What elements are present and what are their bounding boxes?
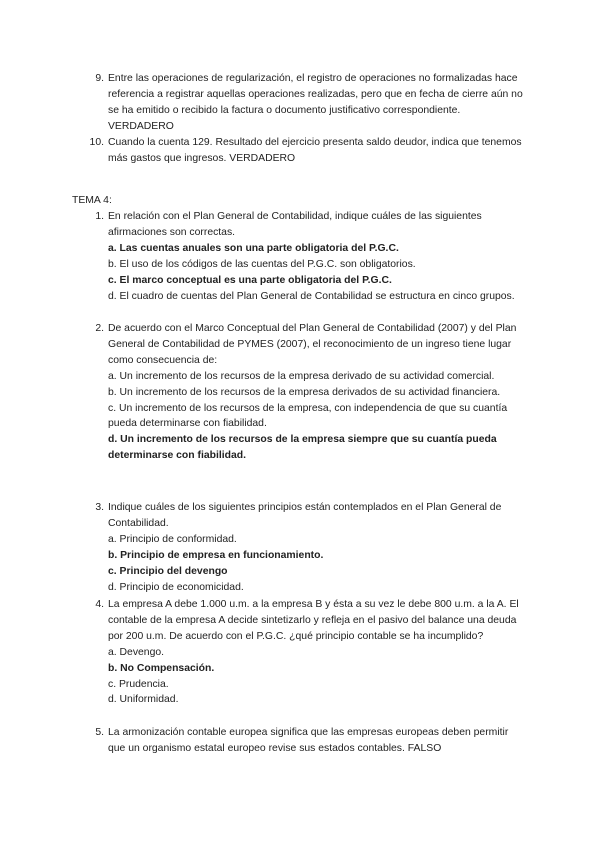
tema4-question-5	[95, 725, 528, 757]
question-text: De acuerdo con el Marco Conceptual del Plan General de Contabilidad (2007) y del Plan General de Contabilidad de PYMES (2007), el reconocimiento de un ingreso tiene lugar como consecuencia de:	[108, 323, 517, 366]
tema4-question-1	[95, 209, 528, 304]
question-text: La empresa A debe 1.000 u.m. a la empresa B y ésta a su vez le debe 800 u.m. a la A. El contable de la empresa A decide sintetizarlo y refleja en el pasivo del balance una deuda por 200 u.m. De acuerdo con el P.G.C. ¿qué principio contable se ha incumplido?	[108, 599, 519, 642]
question-text: Cuando la cuenta 129. Resultado del ejercicio presenta saldo deudor, indica que tenemos más gastos que ingresos. VERDADERO	[108, 137, 522, 164]
question-number: 10.	[89, 137, 104, 148]
question-number: 5.	[95, 727, 104, 738]
answer-c: c. Prudencia.	[108, 678, 169, 690]
answer-b-correct: b. Principio de empresa en funcionamiento.	[108, 549, 324, 561]
answer-b-correct: b. No Compensación.	[108, 662, 215, 674]
tema4-question-2	[95, 321, 528, 464]
answer-a: a. Un incremento de los recursos de la empresa derivado de su actividad comercial.	[108, 370, 495, 382]
question-number: 2.	[95, 323, 104, 334]
answer-c-correct: c. El marco conceptual es una parte obligatoria del P.G.C.	[108, 274, 392, 286]
answer-c: c. Un incremento de los recursos de la empresa, con independencia de que su cuantía pueda determinarse con fiabilidad.	[108, 402, 508, 430]
question-number: 9.	[95, 73, 104, 84]
tema4-question-3	[95, 500, 528, 595]
question-text: En relación con el Plan General de Contabilidad, indique cuáles de las siguientes afirmaciones son correctas.	[108, 211, 482, 238]
answer-a: a. Principio de conformidad.	[108, 533, 237, 545]
answer-b: b. Un incremento de los recursos de la empresa derivados de su actividad financiera.	[108, 386, 501, 398]
section-heading: TEMA 4:	[72, 195, 112, 206]
answer-d: d. Uniformidad.	[108, 694, 179, 706]
answer-d: d. Principio de economicidad.	[108, 581, 244, 593]
answer-a-correct: a. Las cuentas anuales son una parte obligatoria del P.G.C.	[108, 242, 399, 254]
answer-b: b. El uso de los códigos de las cuentas del P.G.C. son obligatorios.	[108, 258, 416, 270]
question-text: Indique cuáles de los siguientes principios están contemplados en el Plan General de Contabilidad.	[108, 502, 502, 529]
answer-d: d. El cuadro de cuentas del Plan General de Contabilidad se estructura en cinco grupos.	[108, 290, 515, 302]
answer-c-correct: c. Principio del devengo	[108, 565, 228, 577]
question-10	[89, 135, 528, 167]
tema4-question-4	[95, 597, 528, 708]
answer-d-correct: d. Un incremento de los recursos de la empresa siempre que su cuantía pueda determinarse con fiabilidad.	[108, 434, 497, 462]
question-number: 4.	[95, 599, 104, 610]
question-9	[95, 71, 528, 135]
question-text: La armonización contable europea significa que las empresas europeas deben permitir que un organismo estatal europeo revise sus estados contables. FALSO	[108, 727, 509, 754]
question-number: 1.	[95, 211, 104, 222]
answer-a: a. Devengo.	[108, 646, 165, 658]
question-number: 3.	[95, 502, 104, 513]
question-text: Entre las operaciones de regularización, el registro de operaciones no formalizadas hace referencia a registrar aquellas operaciones realizadas, pero que en fecha de cierre aún no se ha emitido o recibido la factura o documento justificativo correspondiente. VERDADERO	[108, 73, 523, 132]
